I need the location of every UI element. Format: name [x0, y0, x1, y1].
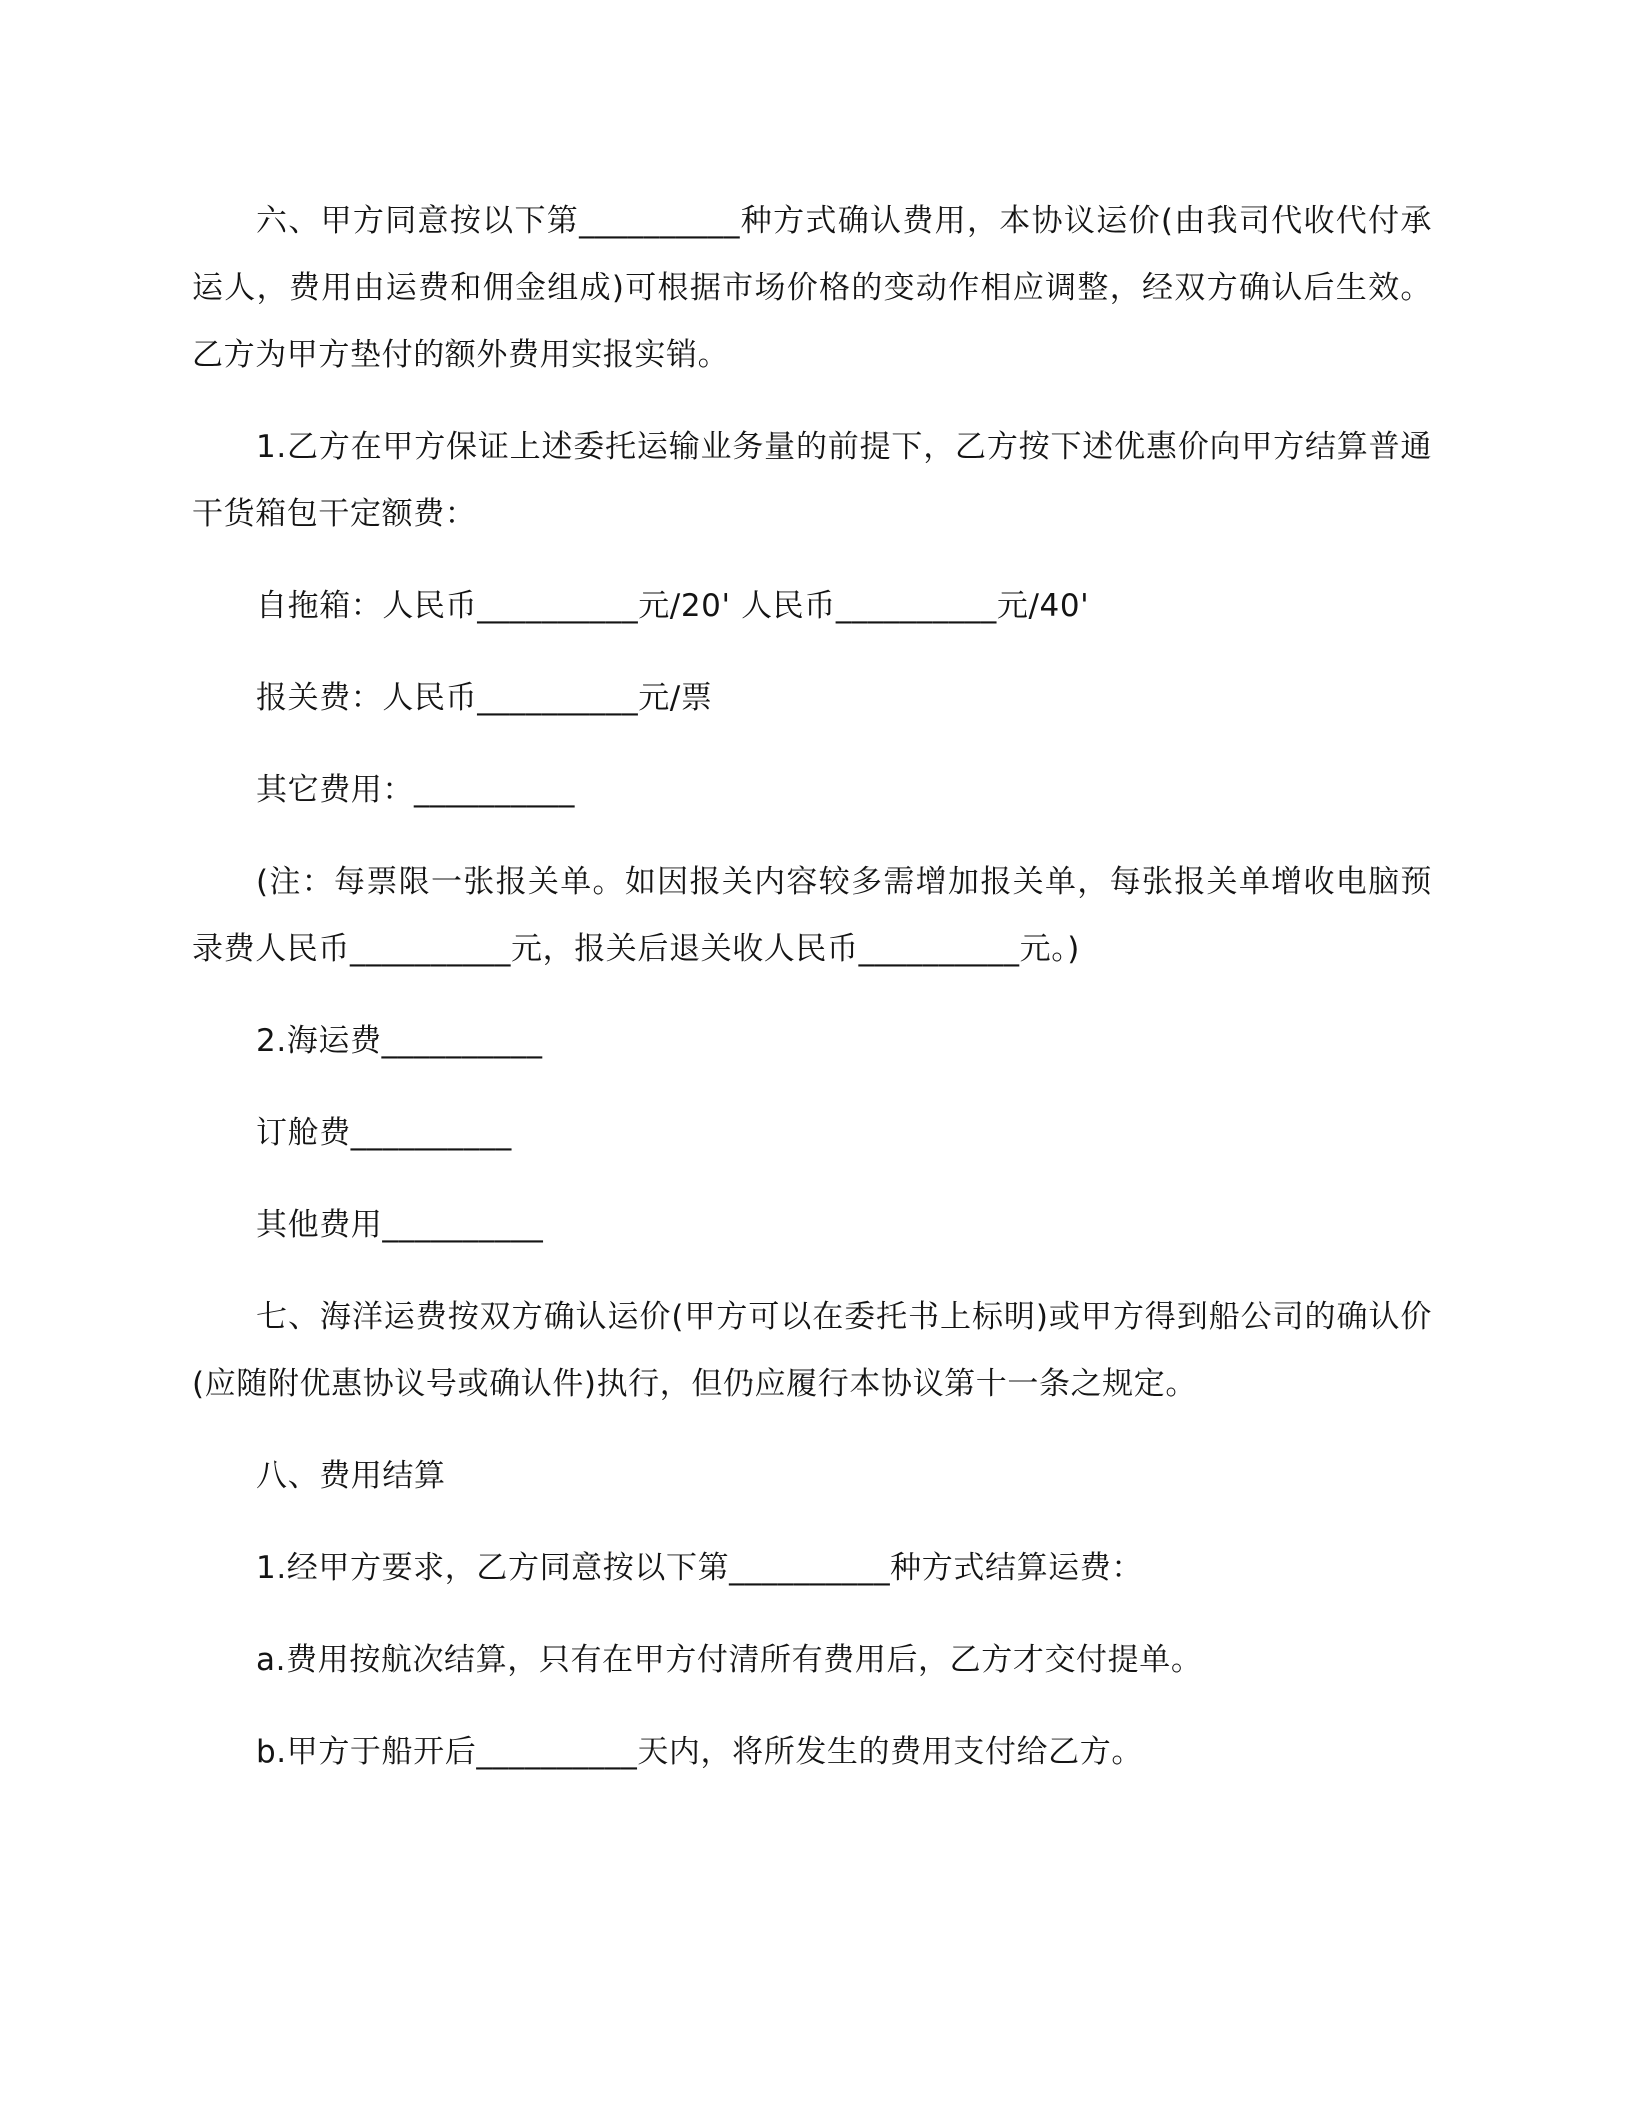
paragraph-settlement-method: 1.经甲方要求，乙方同意按以下第__________种方式结算运费： — [256, 1550, 1143, 1586]
paragraph-item-1-rates: 1.乙方在甲方保证上述委托运输业务量的前提下，乙方按下述优惠价向甲方结算普通干货箱包干定额费： — [192, 429, 1432, 532]
paragraph-booking-fee: 订舱费__________ — [256, 1115, 512, 1151]
paragraph-misc-fees: 其他费用__________ — [256, 1207, 544, 1243]
paragraph-option-a: a.费用按航次结算，只有在甲方付清所有费用后，乙方才交付提单。 — [256, 1642, 1203, 1678]
paragraph-self-towing-fee: 自拖箱：人民币__________元/20' 人民币__________元/40' — [256, 588, 1090, 624]
document-body — [192, 188, 1432, 1811]
paragraph-customs-fee: 报关费：人民币__________元/票 — [256, 680, 713, 716]
paragraph-ocean-freight: 2.海运费__________ — [256, 1023, 543, 1059]
paragraph-option-b: b.甲方于船开后__________天内，将所发生的费用支付给乙方。 — [256, 1734, 1143, 1770]
paragraph-article-7: 七、海洋运费按双方确认运价(甲方可以在委托书上标明)或甲方得到船公司的确认价(应随附优惠协议号或确认件)执行，但仍应履行本协议第十一条之规定。 — [192, 1299, 1432, 1402]
paragraph-other-fees: 其它费用：__________ — [256, 772, 575, 808]
paragraph-article-8-heading: 八、费用结算 — [256, 1458, 446, 1494]
paragraph-article-6: 六、甲方同意按以下第__________种方式确认费用，本协议运价(由我司代收代付承运人，费用由运费和佣金组成)可根据市场价格的变动作相应调整，经双方确认后生效。乙方为甲方垫付的额外费用实报实销。 — [192, 203, 1432, 373]
paragraph-note: (注：每票限一张报关单。如因报关内容较多需增加报关单，每张报关单增收电脑预录费人民币__________元，报关后退关收人民币__________元。) — [192, 864, 1432, 967]
